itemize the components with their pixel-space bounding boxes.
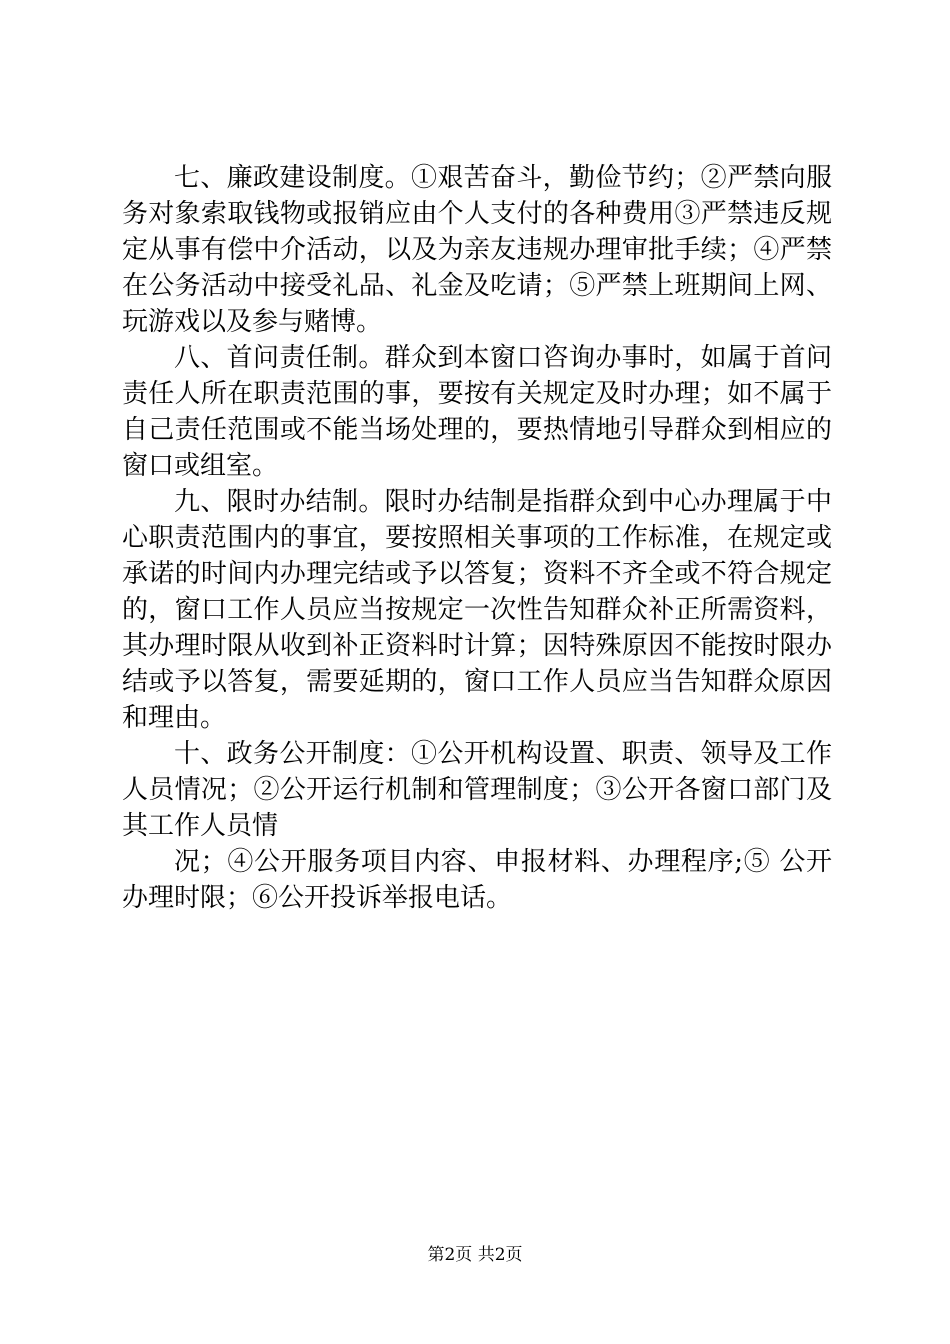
paragraph-time-limited-completion: 九、限时办结制。限时办结制是指群众到中心办理属于中心职责范围内的事宜，要按照相关事项的工作标准，在规定或承诺的时间内办理完结或予以答复；资料不齐全或不符合规定的，窗口工作人员应当按规定一次性告知群众补正所需资料，其办理时限从收到补正资料时计算；因特殊原因不能按时限办结或予以答复，需要延期的，窗口工作人员应当告知群众原因和理由。 (122, 487, 832, 733)
page-footer (0, 1244, 950, 1266)
paragraph-government-openness-continued: 况；④公开服务项目内容、申报材料、办理程序;⑤ 公开办理时限；⑥公开投诉举报电话。 (122, 847, 832, 913)
document-body (122, 160, 832, 916)
paragraph-government-openness: 十、政务公开制度：①公开机构设置、职责、领导及工作人员情况；②公开运行机制和管理制度；③公开各窗口部门及其工作人员情 (122, 739, 832, 841)
page-number: 第2页 共2页 (427, 1245, 523, 1265)
paragraph-first-inquiry-responsibility: 八、首问责任制。群众到本窗口咨询办事时，如属于首问责任人所在职责范围的事，要按有关规定及时办理；如不属于自己责任范围或不能当场处理的，要热情地引导群众到相应的窗口或组室。 (122, 343, 832, 481)
paragraph-integrity-system: 七、廉政建设制度。①艰苦奋斗，勤俭节约；②严禁向服务对象索取钱物或报销应由个人支付的各种费用③严禁违反规定从事有偿中介活动，以及为亲友违规办理审批手续；④严禁在公务活动中接受礼品、礼金及吃请；⑤严禁上班期间上网、玩游戏以及参与赌博。 (122, 163, 832, 337)
